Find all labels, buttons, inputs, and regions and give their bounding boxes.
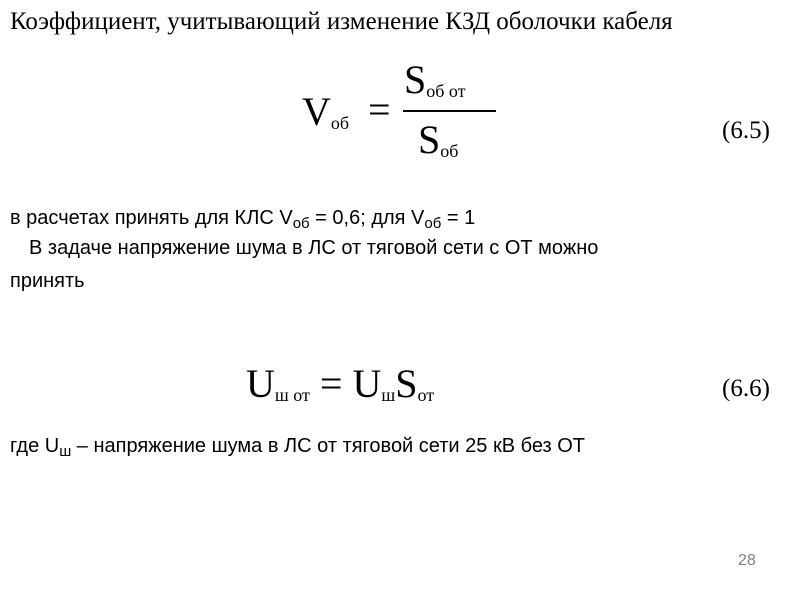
slide-heading: Коэффициент, учитывающий изменение КЗД оболочки кабеля (10, 8, 673, 35)
formula-6-6-equals: = (319, 361, 343, 406)
formula-6-5-fraction-bar (403, 110, 496, 112)
p1-sub2: об (424, 215, 442, 232)
formula-6-5-denominator (418, 118, 458, 173)
formula-6-5-lhs (302, 90, 349, 145)
formula-6-5-equals: = (368, 87, 391, 132)
p4-sub: ш (59, 443, 72, 460)
formula-6-5-lhs-symbol: V (302, 89, 331, 134)
formula-6-6-lhs-subscript: ш от (274, 385, 310, 405)
paragraph-definition (10, 433, 585, 465)
formula-6-5-number: (6.5) (722, 117, 770, 144)
formula-6-5-den-subscript: об (440, 141, 459, 161)
paragraph-task-cont: принять (10, 270, 85, 292)
formula-6-5-numerator (404, 58, 466, 113)
formula-6-6-rhs-subscript2: от (417, 385, 435, 405)
paragraph-task (10, 235, 598, 261)
p4-suffix: – напряжение шума в ЛС от тяговой сети 25 кВ без ОТ (71, 435, 585, 457)
formula-6-5-num-symbol: S (404, 57, 427, 102)
p2-text: В задаче напряжение шума в ЛС от тяговой сети с ОТ можно (29, 237, 599, 259)
formula-6-6-rhs-subscript1: ш (381, 385, 396, 405)
p1-suffix: = 1 (441, 207, 476, 229)
formula-6-5-num-subscript: об от (426, 81, 466, 101)
formula-6-5-lhs-subscript: об (330, 113, 350, 133)
p1-sub1: об (292, 215, 310, 232)
p1-middle: = 0,6; для V (309, 207, 425, 229)
p1-prefix: в расчетах принять для КЛС V (10, 207, 293, 229)
formula-6-6-lhs-symbol: U (246, 361, 275, 406)
formula-6-6-number: (6.6) (722, 375, 770, 402)
formula-6-6-rhs-symbol2: S (395, 361, 418, 406)
p4-prefix: где U (10, 435, 60, 457)
formula-6-6-rhs-symbol1: U (352, 361, 382, 406)
formula-6-6 (246, 362, 434, 417)
formula-6-5-den-symbol: S (418, 117, 441, 162)
page-number: 28 (738, 552, 756, 569)
paragraph-coefficients (10, 205, 475, 237)
